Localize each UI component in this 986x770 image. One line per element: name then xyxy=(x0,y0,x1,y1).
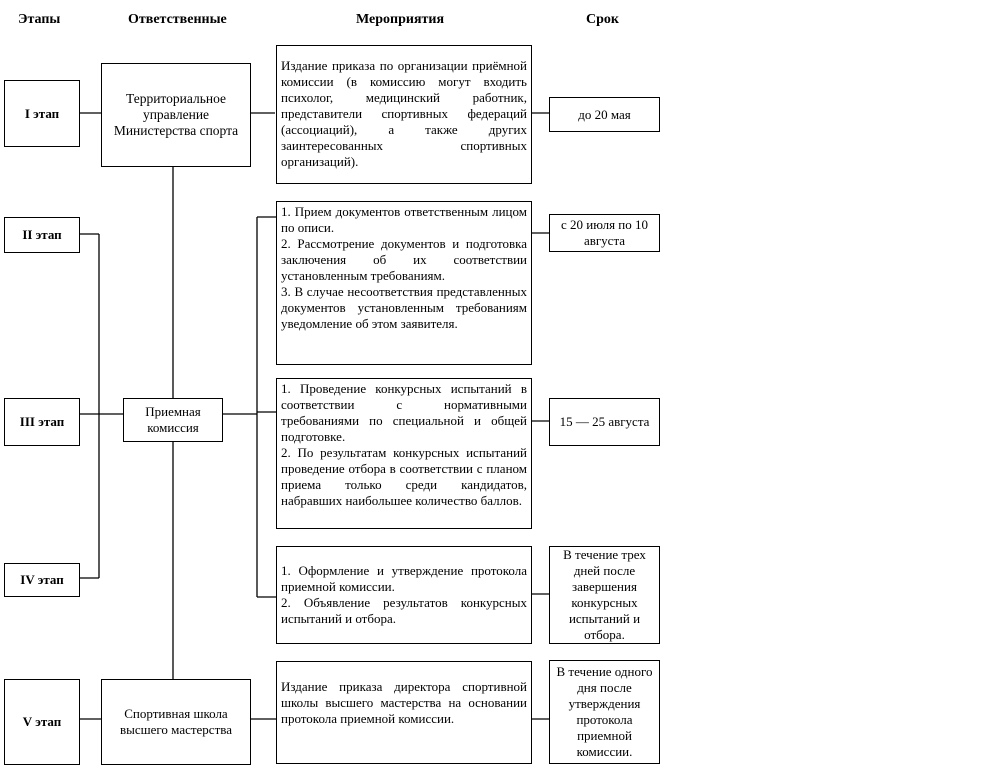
deadline-4-text: В течение трех дней после завершения конкурсных испытаний и отбора. xyxy=(563,547,646,642)
stage-5-box xyxy=(4,679,80,765)
deadline-2-box xyxy=(549,214,660,252)
stage-3-label: III этап xyxy=(19,414,65,429)
activity-3-item-2: 2. По результатам конкурсных испытаний проведение отбора в соответствии с планом приема только среди кандидатов, набравших наибольшее количество баллов. xyxy=(281,445,527,508)
header-activities: Мероприятия xyxy=(356,12,445,27)
responsible-school-box xyxy=(101,679,251,765)
activity-2-box xyxy=(276,201,532,365)
header-responsible: Ответственные xyxy=(128,12,227,27)
activity-4-item-1: 1. Оформление и утверждение протокола приемной комиссии. xyxy=(281,563,527,594)
deadline-1-text: до 20 мая xyxy=(578,106,631,122)
responsible-commission-label: Приемная комиссия xyxy=(145,404,201,435)
deadline-5-box xyxy=(549,660,660,764)
header-deadline: Срок xyxy=(586,12,619,27)
stage-3-box xyxy=(4,398,80,446)
stage-5-label: V этап xyxy=(22,714,62,729)
deadline-1-box xyxy=(549,97,660,132)
activity-2-item-1: 1. Прием документов ответственным лицом по описи. xyxy=(281,204,527,235)
responsible-territorial-label: Территориальное управление Министерства спорта xyxy=(113,91,239,138)
activity-3-box xyxy=(276,378,532,529)
responsible-territorial-box xyxy=(101,63,251,167)
activity-2-item-3: 3. В случае несоответствия представленных документов установленным требованиям уведомление об этом заявителя. xyxy=(281,284,527,331)
responsible-commission-box xyxy=(123,398,223,442)
deadline-3-box xyxy=(549,398,660,446)
activity-2-item-2: 2. Рассмотрение документов и подготовка заключения об их соответствии установленным требованиям. xyxy=(281,236,527,283)
stage-4-box xyxy=(4,563,80,597)
deadline-3-text: 15 — 25 августа xyxy=(559,414,650,429)
stage-1-label: I этап xyxy=(24,105,60,121)
deadline-5-text: В течение одного дня после утверждения протокола приемной комиссии. xyxy=(556,664,653,759)
deadline-2-text: с 20 июля по 10 августа xyxy=(560,217,649,248)
stage-2-box xyxy=(4,217,80,253)
activity-5-text: Издание приказа директора спортивной школы высшего мастерства на основании протокола приемной комиссии. xyxy=(281,679,527,726)
activity-1-box xyxy=(276,45,532,184)
activity-5-box xyxy=(276,661,532,764)
stage-2-label: II этап xyxy=(22,227,62,242)
activity-4-item-2: 2. Объявление результатов конкурсных испытаний и отбора. xyxy=(281,595,527,626)
header-stages: Этапы xyxy=(18,12,61,27)
deadline-4-box xyxy=(549,546,660,644)
stage-4-label: IV этап xyxy=(20,572,64,587)
stage-1-box xyxy=(4,80,80,147)
responsible-school-label: Спортивная школа высшего мастерства xyxy=(120,706,232,737)
activity-4-box xyxy=(276,546,532,644)
activity-3-item-1: 1. Проведение конкурсных испытаний в соответствии с нормативными требованиями по специальной и общей подготовке. xyxy=(281,381,527,444)
activity-1-text: Издание приказа по организации приёмной комиссии (в комиссию могут входить психолог, медицинский работник, представители спортивных федераций (ассоциаций), а также других заинтересованных спортивных организаций). xyxy=(281,58,527,169)
